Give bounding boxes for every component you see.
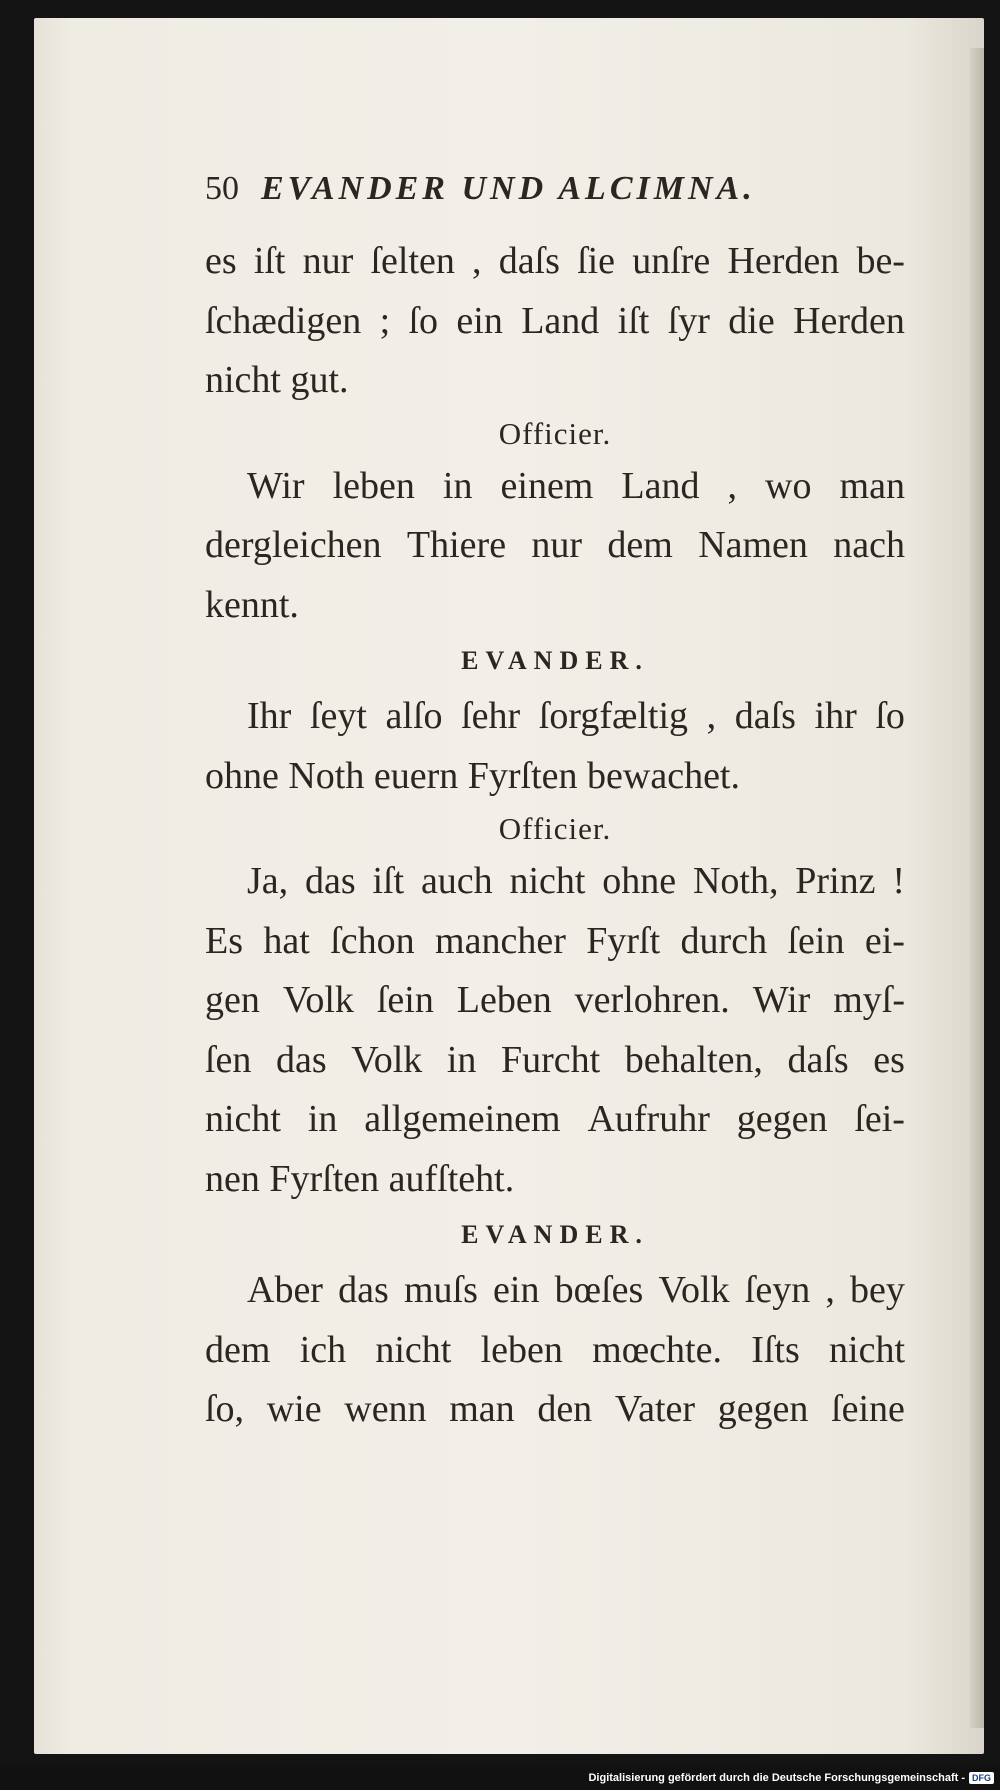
page-text: [205, 170, 905, 1440]
page-number: 50: [205, 170, 239, 207]
text-line: ſo, wie wenn man den Vater gegen ſeine: [205, 1388, 905, 1430]
text-line: gen Volk ſein Leben verlohren. Wir myſ-: [205, 979, 905, 1021]
running-title: EVANDER UND ALCIMNA.: [261, 170, 756, 207]
text-line: Wir leben in einem Land , wo man: [247, 464, 905, 507]
credit-text: Digitalisierung gefördert durch die Deutsche Forschungsgemeinschaft -: [588, 1772, 965, 1784]
text-line: nicht gut.: [205, 359, 349, 401]
speaker-name: EVANDER.: [461, 646, 649, 675]
text-line: Ihr ſeyt alſo ſehr ſorgfæltig , daſs ihr ſo: [247, 695, 905, 737]
text-line: kennt.: [205, 583, 299, 626]
dialogue-body: [205, 232, 905, 1440]
text-line: dem ich nicht leben mœchte. Iſts nicht: [205, 1328, 905, 1371]
text-line: Ja, das iſt auch nicht ohne Noth, Prinz !: [247, 860, 905, 902]
digitization-credit: [588, 1772, 994, 1784]
speaker-name: Officier.: [498, 811, 612, 846]
text-line: dergleichen Thiere nur dem Namen nach: [205, 524, 905, 566]
text-line: nen Fyrſten aufſteht.: [205, 1157, 515, 1200]
text-line: nicht in allgemeinem Aufruhr gegen ſei-: [205, 1098, 905, 1140]
dfg-logo: DFG: [969, 1772, 994, 1784]
text-line: Aber das muſs ein bœſes Volk ſeyn , bey: [247, 1269, 905, 1311]
text-line: ſen das Volk in Furcht behalten, daſs es: [205, 1038, 905, 1081]
text-line: es iſt nur ſelten , daſs ſie unſre Herden be-: [205, 240, 905, 282]
speaker-name: EVANDER.: [461, 1220, 649, 1249]
page-edge: [970, 48, 984, 1728]
text-line: ſchædigen ; ſo ein Land iſt ſyr die Herden: [205, 299, 905, 342]
text-line: ohne Noth euern Fyrſten bewachet.: [205, 754, 740, 797]
running-header: [205, 170, 905, 230]
speaker-name: Officier.: [498, 415, 612, 451]
text-line: Es hat ſchon mancher Fyrſt durch ſein ei-: [205, 919, 905, 962]
